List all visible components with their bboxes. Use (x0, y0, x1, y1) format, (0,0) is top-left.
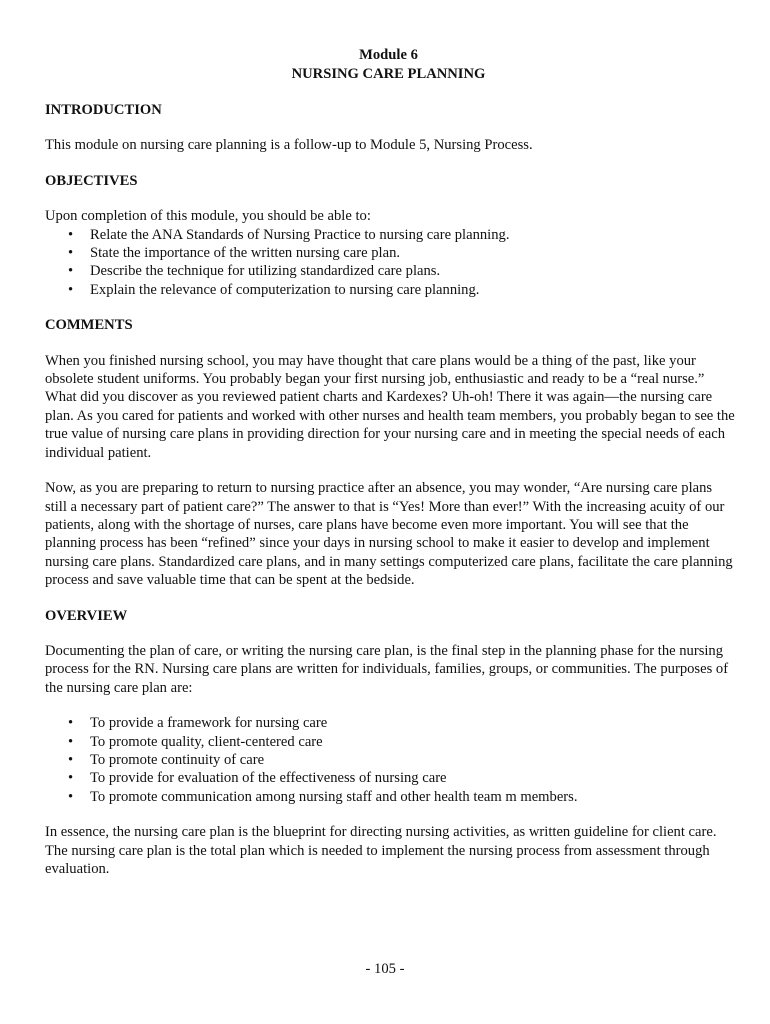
overview-closing: In essence, the nursing care plan is the blueprint for directing nursing activities, as written guideline for client care. The nursing care plan is the total plan which is needed to implement the nursing process from assessment through evaluation. (45, 824, 717, 877)
bullet-icon: • (68, 733, 74, 750)
bullet-icon: • (68, 770, 74, 787)
list-item: • Relate the ANA Standards of Nursing Practice to nursing care planning. (68, 226, 510, 243)
list-item: • To promote communication among nursing staff and other health team m members. (68, 788, 578, 805)
list-item: • To provide a framework for nursing care (68, 715, 328, 732)
document-page (45, 46, 735, 878)
list-item: • State the importance of the written nursing care plan. (68, 245, 401, 262)
list-item: • To promote continuity of care (68, 751, 265, 768)
list-item: • To provide for evaluation of the effectiveness of nursing care (68, 770, 447, 787)
purposes-list (45, 714, 735, 806)
objectives-list (45, 226, 735, 300)
overview-heading: OVERVIEW (45, 607, 128, 624)
introduction-heading: INTRODUCTION (45, 102, 162, 118)
objectives-heading: OBJECTIVES (45, 172, 138, 189)
bullet-icon: • (68, 715, 74, 732)
overview-intro: Documenting the plan of care, or writing the nursing care plan, is the final step in the planning phase for the nursing process for the RN. Nursing care plans are written for individuals, families, groups, or communities. The purposes of the nursing care plan are: (45, 642, 729, 696)
bullet-icon: • (68, 263, 74, 280)
module-label: Module 6 (359, 47, 418, 63)
introduction-text: This module on nursing care planning is a follow-up to Module 5, Nursing Process. (45, 137, 533, 154)
list-item: • Explain the relevance of computerization to nursing care planning. (68, 281, 480, 298)
comments-paragraph-2: Now, as you are preparing to return to nursing practice after an absence, you may wonder, “Are nursing care plans still a necessary part of patient care?” The answer to that is “Yes! More than ever!” With the increasing acuity of our patients, along with the shortage of nurses, care plans have become even more important. You will see that the planning process has been “refined” since your days in nursing school to make it easier to develop and implement nursing care plans. Standardized care plans, and in many settings computerized care plans, facilitate the care planning process and save valuable time that can be spent at the bedside. (45, 480, 733, 589)
bullet-icon: • (68, 788, 74, 805)
bullet-icon: • (68, 751, 74, 768)
comments-paragraph-1: When you finished nursing school, you may have thought that care plans would be a thing of the past, like your obsolete student uniforms. You probably began your first nursing job, enthusiastic and ready to be a “real nurse.” What did you discover as you reviewed patient charts and Kardexes? Uh-oh! There it was again—the nursing care plan. As you cared for patients and worked with other nurses and health team members, you probably began to see the true value of nursing care plans in providing direction for your nursing care and in meeting the special needs of each individual patient. (45, 352, 735, 461)
bullet-icon: • (68, 226, 74, 243)
list-item: • Describe the technique for utilizing standardized care plans. (68, 263, 441, 280)
bullet-icon: • (68, 245, 74, 262)
page-number: - 105 - (365, 961, 405, 977)
bullet-icon: • (68, 281, 74, 298)
comments-heading: COMMENTS (45, 317, 133, 334)
list-item: • To promote quality, client-centered care (68, 733, 323, 750)
objectives-intro: Upon completion of this module, you should be able to: (45, 208, 371, 225)
page-title: NURSING CARE PLANNING (291, 66, 486, 82)
